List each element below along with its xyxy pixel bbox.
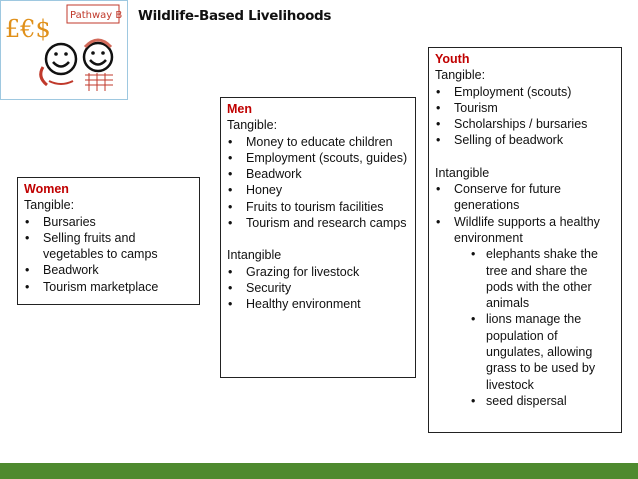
pathway-logo [0,0,128,100]
list-item: • Beadwork [227,166,409,182]
list-item: • Healthy environment [227,296,409,312]
list-item: • Bursaries [24,214,193,230]
youth-heading: Youth [435,52,470,66]
list-item: • Tourism [435,100,615,116]
list-item: • Money to educate children [227,134,409,150]
women-box [17,177,200,305]
list-item: • Security [227,280,409,296]
list-item: • Employment (scouts, guides) [227,150,409,166]
list-item: • elephants shake the tree and share the pods with the other animals [435,246,615,311]
list-item: • Conserve for future generations [435,181,615,214]
men-tangible-label: Tangible: [227,118,278,133]
list-item: • Tourism marketplace [24,279,193,295]
list-item: • Beadwork [24,262,193,278]
youth-intangible-label: Intangible [435,165,490,180]
smiley-faces-icon [1,1,127,99]
list-item: • seed dispersal [435,393,615,409]
youth-intangible-list [435,181,615,246]
list-item: • Selling fruits and vegetables to camps [24,230,193,263]
list-item: • lions manage the population of ungulates, allowing grass to be used by livestock [435,311,615,392]
women-tangible-list [24,214,193,295]
youth-wildlife-examples [435,246,615,409]
list-item: • Honey [227,182,409,198]
list-item: • Selling of beadwork [435,132,615,148]
list-item: • Tourism and research camps [227,215,409,231]
list-item: • Wildlife supports a healthy environment [435,214,615,247]
women-tangible-label: Tangible: [24,198,75,213]
youth-tangible-list [435,84,615,149]
men-heading: Men [227,102,252,116]
men-tangible-list [227,134,409,232]
list-item: • Employment (scouts) [435,84,615,100]
list-item: • Scholarships / bursaries [435,116,615,132]
youth-box [428,47,622,433]
currency-symbols: £€$ [5,15,51,43]
list-item: • Grazing for livestock [227,264,409,280]
pathway-label: Pathway B [70,10,123,21]
youth-tangible-label: Tangible: [435,68,486,83]
men-intangible-label: Intangible [227,248,282,263]
women-heading: Women [24,182,69,196]
footer-bar [0,463,638,479]
page-title: Wildlife-Based Livelihoods [138,8,332,24]
list-item: • Fruits to tourism facilities [227,199,409,215]
men-box [220,97,416,378]
men-intangible-list [227,264,409,313]
